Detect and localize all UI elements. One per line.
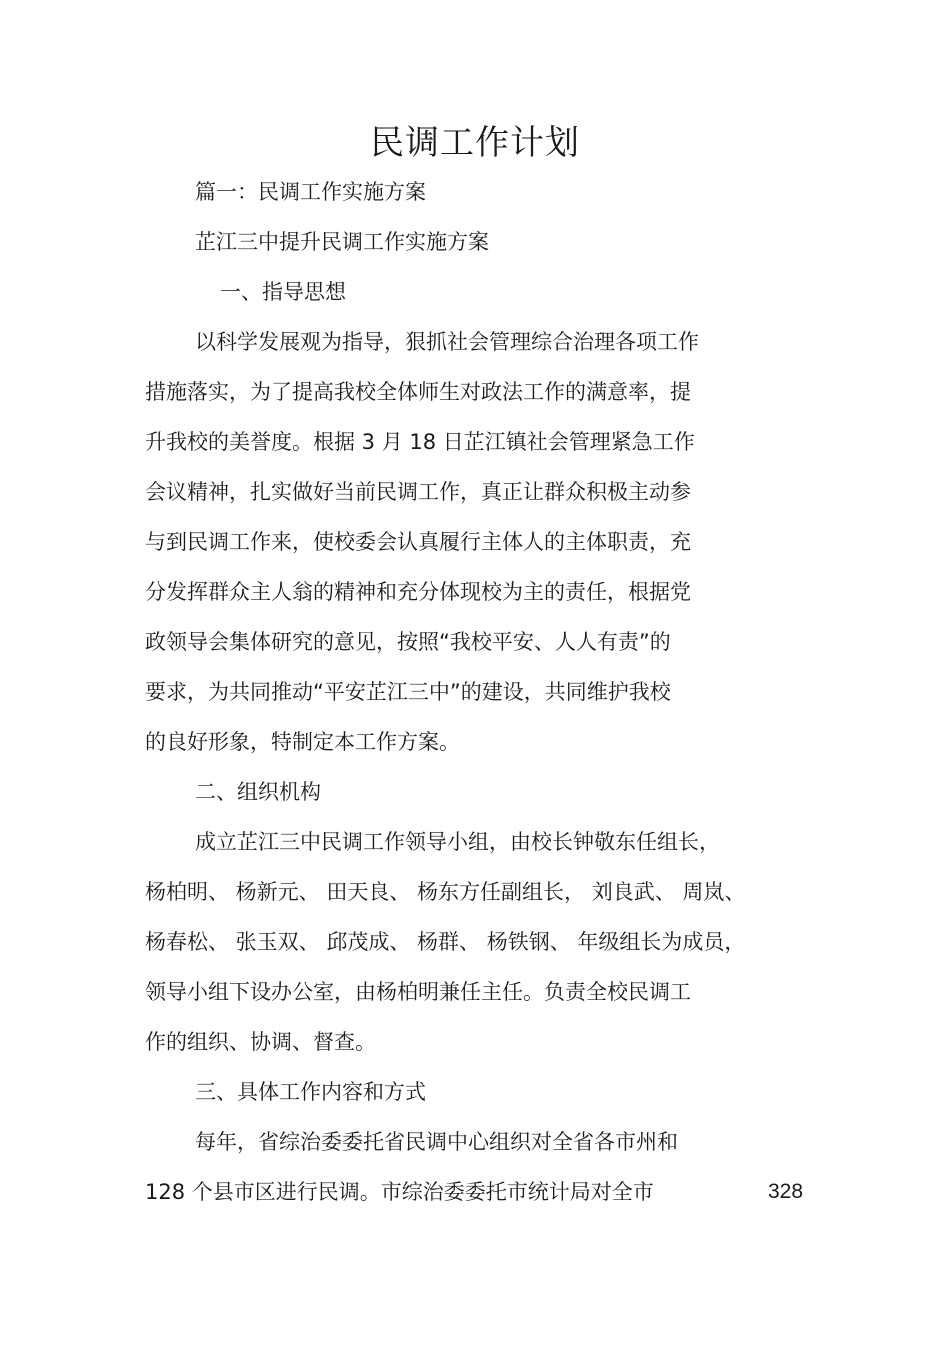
paragraph-line: 成立芷江三中民调工作领导小组，由校长钟敬东任组长， [195, 830, 720, 854]
paragraph-line: 杨春松、 张玉双、 邱茂成、 杨群、 杨铁钢、 年级组长为成员， [145, 930, 746, 954]
paragraph-line: 的良好形象，特制定本工作方案。 [145, 730, 460, 754]
paragraph-line: 领导小组下设办公室，由杨柏明兼任主任。负责全校民调工 [145, 980, 691, 1004]
paragraph-line: 升我校的美誉度。根据 3 月 18 日芷江镇社会管理紧急工作 [145, 430, 695, 454]
paragraph-line: 以科学发展观为指导，狠抓社会管理综合治理各项工作 [195, 330, 699, 354]
paragraph-line: 政领导会集体研究的意见，按照“我校平安、人人有责”的 [145, 630, 671, 654]
paragraph-line: 措施落实，为了提高我校全体师生对政法工作的满意率，提 [145, 380, 691, 404]
paragraph-line: 128 个县市区进行民调。市综治委委托市统计局对全市 [145, 1180, 654, 1204]
heading-guiding-thought: 一、指导思想 [220, 280, 346, 304]
plan-subtitle: 芷江三中提升民调工作实施方案 [195, 230, 489, 254]
paragraph-line: 要求，为共同推动“平安芷江三中”的建设，共同维护我校 [145, 680, 671, 704]
trailing-number: 328 [768, 1180, 804, 1203]
document-title: 民调工作计划 [370, 123, 580, 163]
paragraph-line: 每年，省综治委委托省民调中心组织对全省各市州和 [195, 1130, 678, 1154]
paragraph-line: 会议精神，扎实做好当前民调工作，真正让群众积极主动参 [145, 480, 691, 504]
paragraph-line: 分发挥群众主人翁的精神和充分体现校为主的责任，根据党 [145, 580, 691, 604]
paragraph-line: 与到民调工作来，使校委会认真履行主体人的主体职责，充 [145, 530, 691, 554]
heading-organization: 二、组织机构 [195, 780, 321, 804]
section-heading-part1: 篇一：民调工作实施方案 [195, 180, 426, 204]
paragraph-line: 作的组织、协调、督查。 [145, 1030, 376, 1054]
heading-work-content: 三、具体工作内容和方式 [195, 1080, 426, 1104]
paragraph-line: 杨柏明、 杨新元、 田天良、 杨东方任副组长， 刘良武、 周岚、 [145, 880, 746, 904]
